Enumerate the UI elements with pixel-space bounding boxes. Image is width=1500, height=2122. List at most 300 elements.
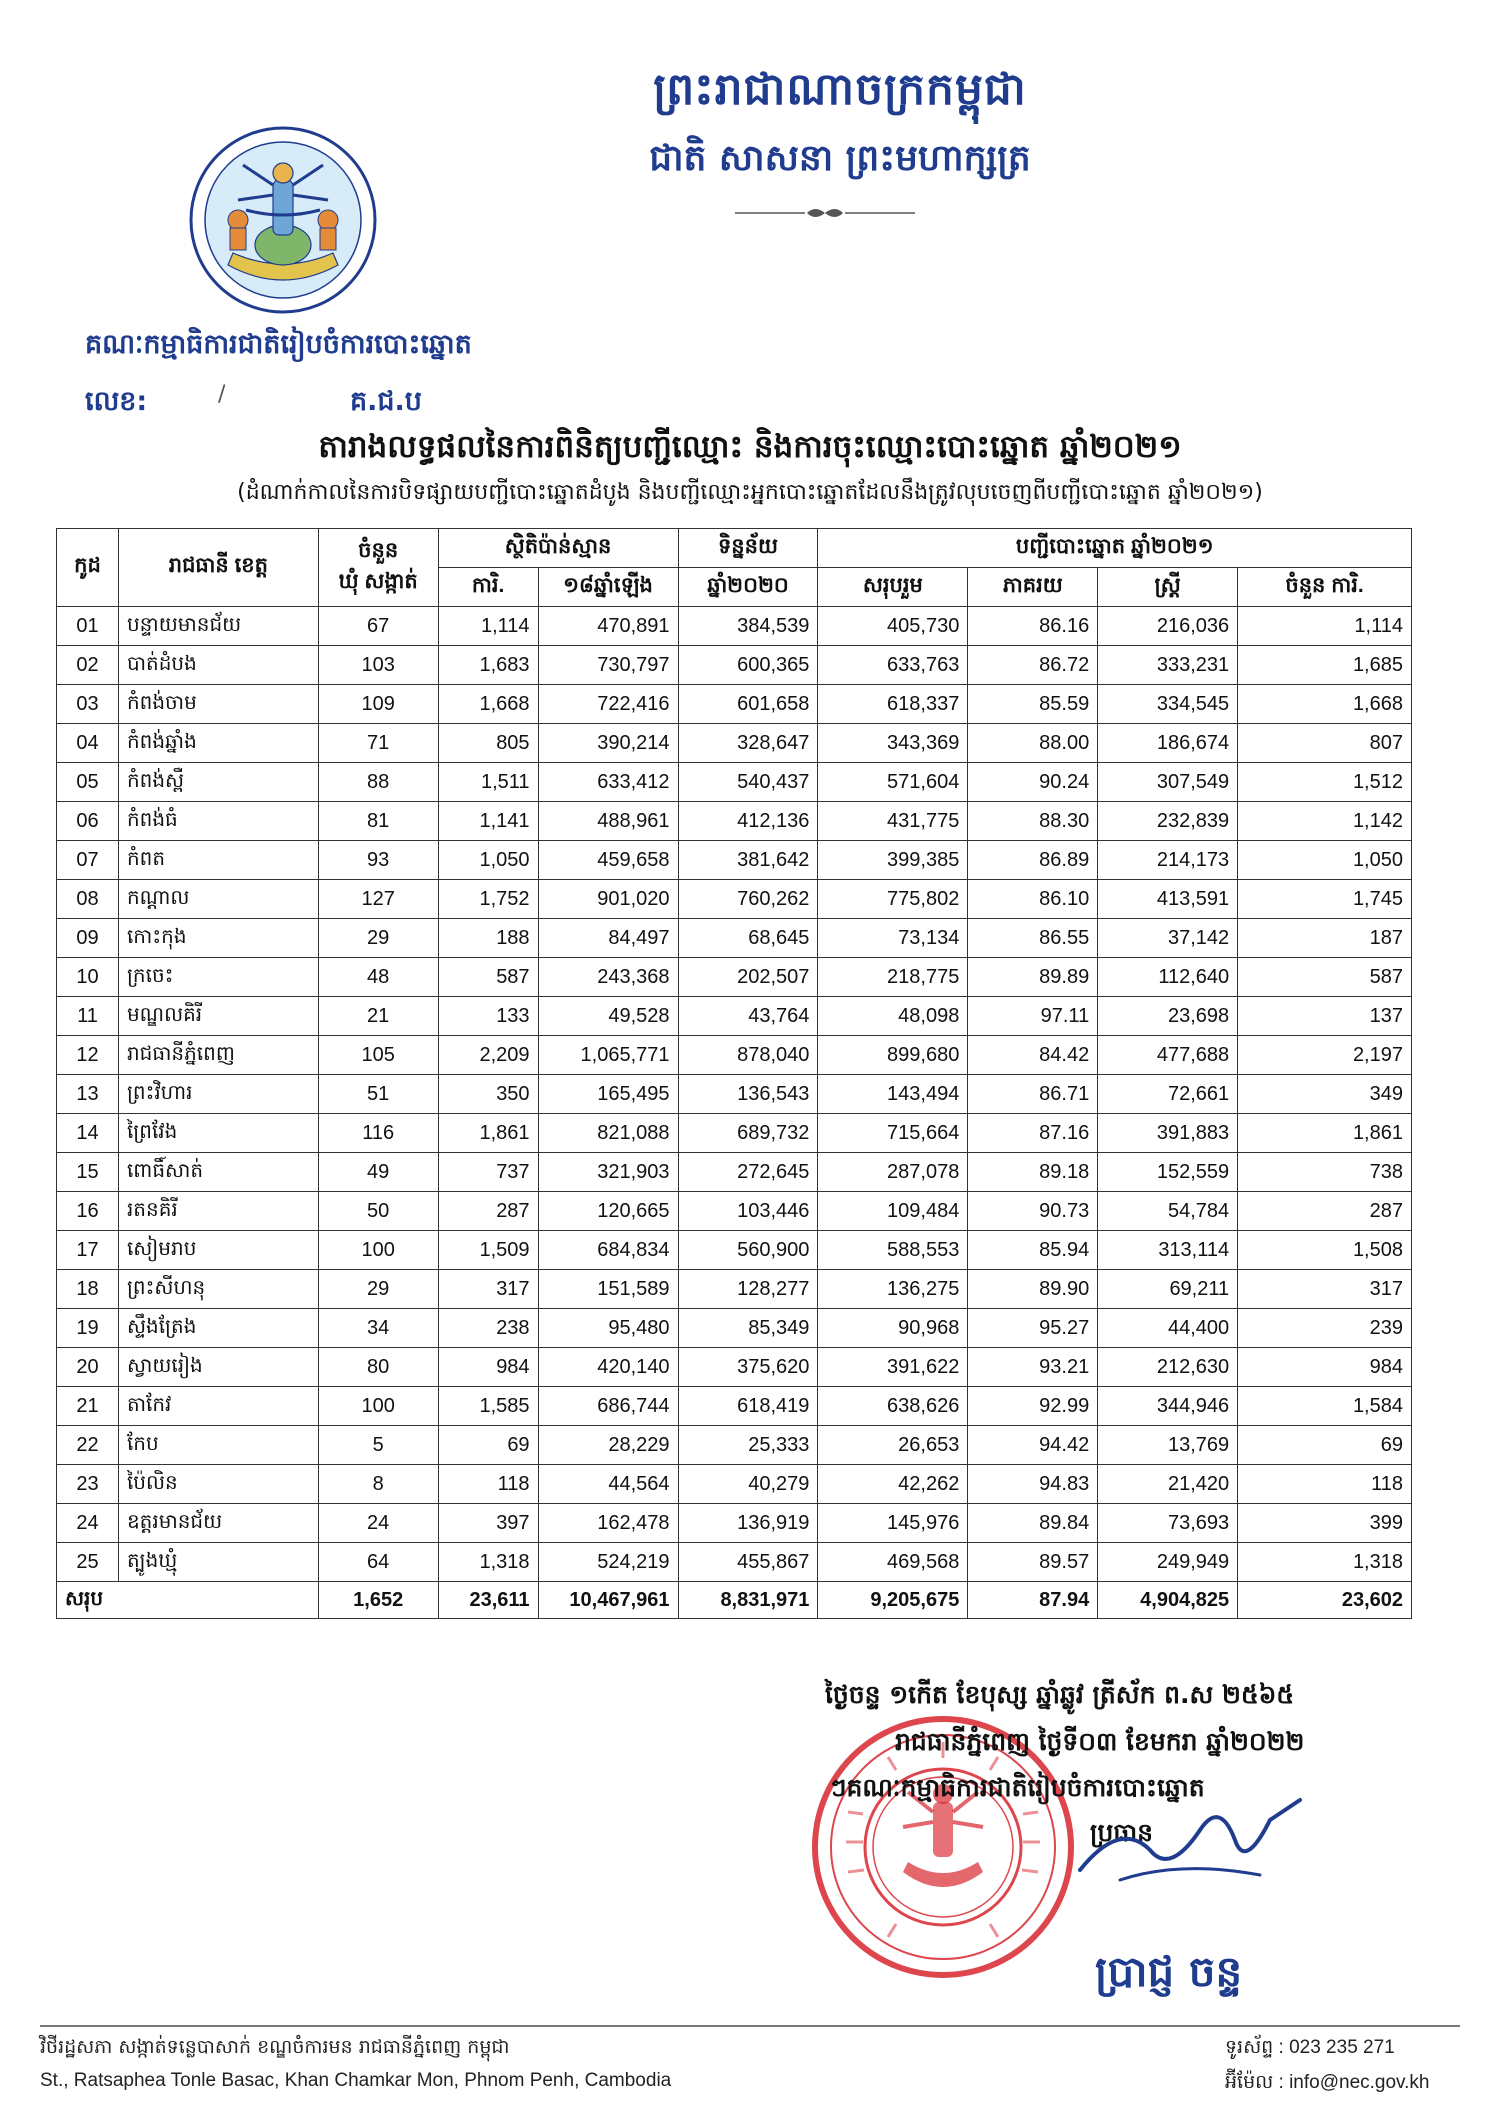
row-kavi-count: 738 bbox=[1238, 1153, 1412, 1192]
handwritten-signature bbox=[1060, 1780, 1330, 1900]
table-row bbox=[57, 1270, 1412, 1309]
row-female: 186,674 bbox=[1098, 724, 1238, 763]
row-estimate-kavi: 397 bbox=[438, 1504, 538, 1543]
footer-phone: ទូរស័ព្ទ : 023 235 271 bbox=[1225, 2037, 1395, 2058]
reference-slash: / bbox=[218, 382, 226, 407]
row-female: 212,630 bbox=[1098, 1348, 1238, 1387]
header-province: រាជធានី ខេត្ត bbox=[118, 529, 318, 607]
row-data-2020: 600,365 bbox=[678, 646, 818, 685]
table-row bbox=[57, 607, 1412, 646]
table-row bbox=[57, 685, 1412, 724]
row-kavi-count: 317 bbox=[1238, 1270, 1412, 1309]
row-code: 14 bbox=[57, 1114, 119, 1153]
row-province: ឧត្តរមានជ័យ bbox=[118, 1504, 318, 1543]
total-female: 4,904,825 bbox=[1098, 1582, 1238, 1619]
row-female: 152,559 bbox=[1098, 1153, 1238, 1192]
row-province: ព្រះវិហារ bbox=[118, 1075, 318, 1114]
row-percent: 89.90 bbox=[968, 1270, 1098, 1309]
header-kavi-count: ចំនួន ការិ. bbox=[1238, 568, 1412, 607]
row-estimate-kavi: 238 bbox=[438, 1309, 538, 1348]
row-kavi-count: 137 bbox=[1238, 997, 1412, 1036]
footer-address-english: St., Ratsaphea Tonle Basac, Khan Chamkar Mon, Phnom Penh, Cambodia bbox=[40, 2070, 672, 2091]
row-percent: 88.30 bbox=[968, 802, 1098, 841]
row-female: 23,698 bbox=[1098, 997, 1238, 1036]
row-kavi-count: 1,668 bbox=[1238, 685, 1412, 724]
row-voters-total: 145,976 bbox=[818, 1504, 968, 1543]
row-data-2020: 85,349 bbox=[678, 1309, 818, 1348]
row-province: កំពង់ធំ bbox=[118, 802, 318, 841]
row-kavi-count: 1,142 bbox=[1238, 802, 1412, 841]
footer-divider bbox=[40, 2025, 1460, 2027]
row-estimate-kavi: 1,050 bbox=[438, 841, 538, 880]
row-province: បាត់ដំបង bbox=[118, 646, 318, 685]
table-row bbox=[57, 1231, 1412, 1270]
row-voters-total: 571,604 bbox=[818, 763, 968, 802]
row-estimate-kavi: 1,114 bbox=[438, 607, 538, 646]
row-data-2020: 381,642 bbox=[678, 841, 818, 880]
lunar-date: ថ្ងៃចន្ទ ១កើត ខែបុស្ស ឆ្នាំឆ្លូវ ត្រីស័ក ព.ស ២៥៦៥ bbox=[825, 1680, 1295, 1709]
row-code: 12 bbox=[57, 1036, 119, 1075]
row-estimate-18plus: 722,416 bbox=[538, 685, 678, 724]
row-kavi-count: 2,197 bbox=[1238, 1036, 1412, 1075]
table-row bbox=[57, 1192, 1412, 1231]
row-female: 21,420 bbox=[1098, 1465, 1238, 1504]
row-percent: 89.89 bbox=[968, 958, 1098, 997]
row-code: 20 bbox=[57, 1348, 119, 1387]
total-kavi-count: 23,602 bbox=[1238, 1582, 1412, 1619]
row-estimate-18plus: 901,020 bbox=[538, 880, 678, 919]
row-kavi-count: 807 bbox=[1238, 724, 1412, 763]
row-percent: 85.94 bbox=[968, 1231, 1098, 1270]
row-percent: 97.11 bbox=[968, 997, 1098, 1036]
row-province: ស្វាយរៀង bbox=[118, 1348, 318, 1387]
row-female: 73,693 bbox=[1098, 1504, 1238, 1543]
row-estimate-kavi: 737 bbox=[438, 1153, 538, 1192]
row-voters-total: 391,622 bbox=[818, 1348, 968, 1387]
row-kavi-count: 1,318 bbox=[1238, 1543, 1412, 1582]
row-estimate-kavi: 1,861 bbox=[438, 1114, 538, 1153]
row-estimate-18plus: 390,214 bbox=[538, 724, 678, 763]
row-province: រាជធានីភ្នំពេញ bbox=[118, 1036, 318, 1075]
header-estimate-18plus: ១៨ឆ្នាំឡើង bbox=[538, 568, 678, 607]
row-estimate-kavi: 118 bbox=[438, 1465, 538, 1504]
row-female: 13,769 bbox=[1098, 1426, 1238, 1465]
row-percent: 89.84 bbox=[968, 1504, 1098, 1543]
row-province: កំពត bbox=[118, 841, 318, 880]
row-communes: 67 bbox=[318, 607, 438, 646]
table-row bbox=[57, 1036, 1412, 1075]
row-voters-total: 399,385 bbox=[818, 841, 968, 880]
signatory-name: ប្រាជ្ញ ចន្ទ bbox=[1095, 1947, 1243, 1996]
row-data-2020: 68,645 bbox=[678, 919, 818, 958]
row-percent: 93.21 bbox=[968, 1348, 1098, 1387]
row-kavi-count: 1,861 bbox=[1238, 1114, 1412, 1153]
total-label: សរុប bbox=[57, 1582, 319, 1619]
row-code: 04 bbox=[57, 724, 119, 763]
row-percent: 86.55 bbox=[968, 919, 1098, 958]
row-voters-total: 715,664 bbox=[818, 1114, 968, 1153]
solar-date: រាជធានីភ្នំពេញ ថ្ងៃទី០៣ ខែមករា ឆ្នាំ២០២២ bbox=[895, 1727, 1305, 1756]
signoff-role: ប្រធាន bbox=[1090, 1818, 1153, 1847]
organization-name: គណៈកម្មាធិការជាតិរៀបចំការបោះឆ្នោត bbox=[85, 329, 472, 360]
row-estimate-kavi: 317 bbox=[438, 1270, 538, 1309]
row-voters-total: 588,553 bbox=[818, 1231, 968, 1270]
row-percent: 84.42 bbox=[968, 1036, 1098, 1075]
row-percent: 86.10 bbox=[968, 880, 1098, 919]
row-communes: 116 bbox=[318, 1114, 438, 1153]
table-row bbox=[57, 919, 1412, 958]
row-communes: 109 bbox=[318, 685, 438, 724]
table-row bbox=[57, 1543, 1412, 1582]
row-data-2020: 202,507 bbox=[678, 958, 818, 997]
row-estimate-kavi: 1,511 bbox=[438, 763, 538, 802]
row-female: 413,591 bbox=[1098, 880, 1238, 919]
row-voters-total: 26,653 bbox=[818, 1426, 968, 1465]
table-row bbox=[57, 1114, 1412, 1153]
row-estimate-18plus: 28,229 bbox=[538, 1426, 678, 1465]
row-voters-total: 218,775 bbox=[818, 958, 968, 997]
row-female: 44,400 bbox=[1098, 1309, 1238, 1348]
header-data-2020-line1: ទិន្នន័យ bbox=[678, 529, 818, 568]
row-female: 72,661 bbox=[1098, 1075, 1238, 1114]
row-communes: 51 bbox=[318, 1075, 438, 1114]
row-code: 24 bbox=[57, 1504, 119, 1543]
row-voters-total: 136,275 bbox=[818, 1270, 968, 1309]
row-estimate-kavi: 587 bbox=[438, 958, 538, 997]
total-percent: 87.94 bbox=[968, 1582, 1098, 1619]
header-ornament bbox=[735, 205, 915, 221]
row-code: 01 bbox=[57, 607, 119, 646]
row-female: 344,946 bbox=[1098, 1387, 1238, 1426]
row-province: កោះកុង bbox=[118, 919, 318, 958]
row-estimate-kavi: 805 bbox=[438, 724, 538, 763]
row-kavi-count: 587 bbox=[1238, 958, 1412, 997]
kingdom-title: ព្រះរាជាណាចក្រកម្ពុជា bbox=[653, 64, 1027, 115]
row-percent: 90.73 bbox=[968, 1192, 1098, 1231]
voter-registration-table bbox=[56, 528, 1412, 1619]
row-province: កណ្តាល bbox=[118, 880, 318, 919]
signoff-organization: ៗគណៈកម្មាធិការជាតិរៀបចំការបោះឆ្នោត bbox=[830, 1773, 1205, 1802]
row-voters-total: 618,337 bbox=[818, 685, 968, 724]
row-percent: 87.16 bbox=[968, 1114, 1098, 1153]
row-female: 214,173 bbox=[1098, 841, 1238, 880]
row-percent: 86.89 bbox=[968, 841, 1098, 880]
row-estimate-18plus: 524,219 bbox=[538, 1543, 678, 1582]
national-motto: ជាតិ សាសនា ព្រះមហាក្សត្រ bbox=[649, 137, 1031, 179]
row-percent: 92.99 bbox=[968, 1387, 1098, 1426]
row-code: 02 bbox=[57, 646, 119, 685]
row-code: 23 bbox=[57, 1465, 119, 1504]
row-communes: 105 bbox=[318, 1036, 438, 1075]
header-communes bbox=[318, 529, 438, 607]
table-row bbox=[57, 1504, 1412, 1543]
row-estimate-18plus: 162,478 bbox=[538, 1504, 678, 1543]
row-female: 112,640 bbox=[1098, 958, 1238, 997]
table-row bbox=[57, 1153, 1412, 1192]
row-data-2020: 878,040 bbox=[678, 1036, 818, 1075]
row-estimate-18plus: 84,497 bbox=[538, 919, 678, 958]
row-communes: 29 bbox=[318, 919, 438, 958]
row-communes: 100 bbox=[318, 1231, 438, 1270]
footer-email: អ៊ីម៉ែល : info@nec.gov.kh bbox=[1225, 2072, 1430, 2093]
row-kavi-count: 239 bbox=[1238, 1309, 1412, 1348]
row-voters-total: 90,968 bbox=[818, 1309, 968, 1348]
row-code: 17 bbox=[57, 1231, 119, 1270]
row-voters-total: 143,494 bbox=[818, 1075, 968, 1114]
row-code: 08 bbox=[57, 880, 119, 919]
row-estimate-kavi: 69 bbox=[438, 1426, 538, 1465]
row-percent: 94.83 bbox=[968, 1465, 1098, 1504]
row-data-2020: 601,658 bbox=[678, 685, 818, 724]
row-kavi-count: 1,584 bbox=[1238, 1387, 1412, 1426]
row-communes: 64 bbox=[318, 1543, 438, 1582]
row-estimate-kavi: 188 bbox=[438, 919, 538, 958]
row-estimate-18plus: 321,903 bbox=[538, 1153, 678, 1192]
table-row bbox=[57, 1465, 1412, 1504]
row-voters-total: 633,763 bbox=[818, 646, 968, 685]
row-voters-total: 899,680 bbox=[818, 1036, 968, 1075]
table-row bbox=[57, 763, 1412, 802]
row-percent: 86.71 bbox=[968, 1075, 1098, 1114]
row-data-2020: 328,647 bbox=[678, 724, 818, 763]
row-data-2020: 384,539 bbox=[678, 607, 818, 646]
row-province: ព្រះសីហនុ bbox=[118, 1270, 318, 1309]
row-code: 22 bbox=[57, 1426, 119, 1465]
row-female: 232,839 bbox=[1098, 802, 1238, 841]
row-female: 54,784 bbox=[1098, 1192, 1238, 1231]
row-estimate-18plus: 1,065,771 bbox=[538, 1036, 678, 1075]
row-estimate-18plus: 730,797 bbox=[538, 646, 678, 685]
row-kavi-count: 349 bbox=[1238, 1075, 1412, 1114]
header-percent: ភាគរយ bbox=[968, 568, 1098, 607]
row-estimate-18plus: 120,665 bbox=[538, 1192, 678, 1231]
row-female: 334,545 bbox=[1098, 685, 1238, 724]
row-kavi-count: 1,512 bbox=[1238, 763, 1412, 802]
row-kavi-count: 1,050 bbox=[1238, 841, 1412, 880]
row-province: ព្រៃវែង bbox=[118, 1114, 318, 1153]
row-female: 313,114 bbox=[1098, 1231, 1238, 1270]
header-estimate-kavi: ការិ. bbox=[438, 568, 538, 607]
table-row bbox=[57, 1426, 1412, 1465]
row-data-2020: 136,543 bbox=[678, 1075, 818, 1114]
row-data-2020: 103,446 bbox=[678, 1192, 818, 1231]
total-voters: 9,205,675 bbox=[818, 1582, 968, 1619]
header-voterlist-group: បញ្ជីបោះឆ្នោត ឆ្នាំ២០២១ bbox=[818, 529, 1412, 568]
row-voters-total: 287,078 bbox=[818, 1153, 968, 1192]
row-data-2020: 40,279 bbox=[678, 1465, 818, 1504]
row-communes: 48 bbox=[318, 958, 438, 997]
row-estimate-kavi: 1,509 bbox=[438, 1231, 538, 1270]
row-percent: 86.16 bbox=[968, 607, 1098, 646]
row-communes: 80 bbox=[318, 1348, 438, 1387]
row-female: 216,036 bbox=[1098, 607, 1238, 646]
row-estimate-18plus: 95,480 bbox=[538, 1309, 678, 1348]
row-kavi-count: 1,685 bbox=[1238, 646, 1412, 685]
row-voters-total: 343,369 bbox=[818, 724, 968, 763]
row-data-2020: 560,900 bbox=[678, 1231, 818, 1270]
header-estimate-group: ស្ថិតិប៉ាន់ស្មាន bbox=[438, 529, 678, 568]
row-province: កំពង់ស្ពឺ bbox=[118, 763, 318, 802]
row-estimate-kavi: 350 bbox=[438, 1075, 538, 1114]
row-province: កំពង់ឆ្នាំង bbox=[118, 724, 318, 763]
row-voters-total: 109,484 bbox=[818, 1192, 968, 1231]
row-percent: 89.18 bbox=[968, 1153, 1098, 1192]
row-province: សៀមរាប bbox=[118, 1231, 318, 1270]
table-row bbox=[57, 802, 1412, 841]
row-code: 16 bbox=[57, 1192, 119, 1231]
row-voters-total: 73,134 bbox=[818, 919, 968, 958]
reference-label: លេខ: bbox=[85, 386, 148, 417]
table-row bbox=[57, 724, 1412, 763]
row-estimate-kavi: 1,585 bbox=[438, 1387, 538, 1426]
row-province: ត្បូងឃ្មុំ bbox=[118, 1543, 318, 1582]
row-communes: 103 bbox=[318, 646, 438, 685]
row-kavi-count: 287 bbox=[1238, 1192, 1412, 1231]
row-data-2020: 412,136 bbox=[678, 802, 818, 841]
row-percent: 86.72 bbox=[968, 646, 1098, 685]
table-row bbox=[57, 997, 1412, 1036]
total-communes: 1,652 bbox=[318, 1582, 438, 1619]
table-row bbox=[57, 880, 1412, 919]
row-percent: 89.57 bbox=[968, 1543, 1098, 1582]
row-female: 307,549 bbox=[1098, 763, 1238, 802]
row-estimate-18plus: 151,589 bbox=[538, 1270, 678, 1309]
row-communes: 93 bbox=[318, 841, 438, 880]
row-data-2020: 272,645 bbox=[678, 1153, 818, 1192]
nec-emblem-logo bbox=[188, 125, 378, 315]
row-voters-total: 431,775 bbox=[818, 802, 968, 841]
row-province: ស្ទឹងត្រែង bbox=[118, 1309, 318, 1348]
row-female: 391,883 bbox=[1098, 1114, 1238, 1153]
row-female: 333,231 bbox=[1098, 646, 1238, 685]
row-province: តាកែវ bbox=[118, 1387, 318, 1426]
row-code: 18 bbox=[57, 1270, 119, 1309]
row-percent: 94.42 bbox=[968, 1426, 1098, 1465]
table-row bbox=[57, 841, 1412, 880]
row-data-2020: 618,419 bbox=[678, 1387, 818, 1426]
row-code: 03 bbox=[57, 685, 119, 724]
row-code: 06 bbox=[57, 802, 119, 841]
row-data-2020: 540,437 bbox=[678, 763, 818, 802]
row-data-2020: 43,764 bbox=[678, 997, 818, 1036]
row-estimate-18plus: 686,744 bbox=[538, 1387, 678, 1426]
row-province: ក្រចេះ bbox=[118, 958, 318, 997]
row-voters-total: 48,098 bbox=[818, 997, 968, 1036]
row-province: កំពង់ចាម bbox=[118, 685, 318, 724]
row-percent: 90.24 bbox=[968, 763, 1098, 802]
row-communes: 34 bbox=[318, 1309, 438, 1348]
table-row bbox=[57, 1075, 1412, 1114]
row-estimate-kavi: 1,318 bbox=[438, 1543, 538, 1582]
row-estimate-18plus: 488,961 bbox=[538, 802, 678, 841]
total-row bbox=[57, 1582, 1412, 1619]
row-estimate-18plus: 633,412 bbox=[538, 763, 678, 802]
row-code: 15 bbox=[57, 1153, 119, 1192]
row-estimate-kavi: 1,683 bbox=[438, 646, 538, 685]
row-code: 13 bbox=[57, 1075, 119, 1114]
row-code: 10 bbox=[57, 958, 119, 997]
row-estimate-kavi: 1,668 bbox=[438, 685, 538, 724]
row-data-2020: 128,277 bbox=[678, 1270, 818, 1309]
row-communes: 127 bbox=[318, 880, 438, 919]
row-kavi-count: 984 bbox=[1238, 1348, 1412, 1387]
row-female: 69,211 bbox=[1098, 1270, 1238, 1309]
row-female: 477,688 bbox=[1098, 1036, 1238, 1075]
row-communes: 21 bbox=[318, 997, 438, 1036]
total-estimate-kavi: 23,611 bbox=[438, 1582, 538, 1619]
header-communes-line2: ឃុំ សង្កាត់ bbox=[338, 569, 418, 593]
row-voters-total: 42,262 bbox=[818, 1465, 968, 1504]
row-kavi-count: 1,114 bbox=[1238, 607, 1412, 646]
row-estimate-kavi: 984 bbox=[438, 1348, 538, 1387]
row-communes: 88 bbox=[318, 763, 438, 802]
header-communes-line1: ចំនួន bbox=[358, 538, 399, 562]
row-code: 07 bbox=[57, 841, 119, 880]
row-kavi-count: 187 bbox=[1238, 919, 1412, 958]
row-communes: 29 bbox=[318, 1270, 438, 1309]
row-estimate-18plus: 44,564 bbox=[538, 1465, 678, 1504]
row-code: 09 bbox=[57, 919, 119, 958]
row-kavi-count: 399 bbox=[1238, 1504, 1412, 1543]
row-kavi-count: 69 bbox=[1238, 1426, 1412, 1465]
table-row bbox=[57, 1387, 1412, 1426]
row-estimate-18plus: 684,834 bbox=[538, 1231, 678, 1270]
row-province: បន្ទាយមានជ័យ bbox=[118, 607, 318, 646]
row-female: 249,949 bbox=[1098, 1543, 1238, 1582]
header-data-2020-line2: ឆ្នាំ២០២០ bbox=[678, 568, 818, 607]
row-estimate-kavi: 1,752 bbox=[438, 880, 538, 919]
row-communes: 49 bbox=[318, 1153, 438, 1192]
row-voters-total: 405,730 bbox=[818, 607, 968, 646]
row-estimate-kavi: 2,209 bbox=[438, 1036, 538, 1075]
row-code: 21 bbox=[57, 1387, 119, 1426]
row-code: 05 bbox=[57, 763, 119, 802]
row-estimate-18plus: 420,140 bbox=[538, 1348, 678, 1387]
header-female: ស្ត្រី bbox=[1098, 568, 1238, 607]
row-voters-total: 638,626 bbox=[818, 1387, 968, 1426]
table-row bbox=[57, 1309, 1412, 1348]
row-province: កែប bbox=[118, 1426, 318, 1465]
total-data-2020: 8,831,971 bbox=[678, 1582, 818, 1619]
row-estimate-kavi: 133 bbox=[438, 997, 538, 1036]
total-estimate-18plus: 10,467,961 bbox=[538, 1582, 678, 1619]
row-communes: 24 bbox=[318, 1504, 438, 1543]
table-row bbox=[57, 958, 1412, 997]
document-title: តារាងលទ្ធផលនៃការពិនិត្យបញ្ជីឈ្មោះ និងការចុះឈ្មោះបោះឆ្នោត ឆ្នាំ២០២១ bbox=[318, 429, 1182, 465]
row-percent: 95.27 bbox=[968, 1309, 1098, 1348]
row-communes: 81 bbox=[318, 802, 438, 841]
row-code: 11 bbox=[57, 997, 119, 1036]
row-kavi-count: 118 bbox=[1238, 1465, 1412, 1504]
row-communes: 100 bbox=[318, 1387, 438, 1426]
row-percent: 88.00 bbox=[968, 724, 1098, 763]
row-province: ពោធិ៍សាត់ bbox=[118, 1153, 318, 1192]
row-communes: 8 bbox=[318, 1465, 438, 1504]
header-code: កូដ bbox=[57, 529, 119, 607]
row-province: រតនគិរី bbox=[118, 1192, 318, 1231]
header-total: សរុបរួម bbox=[818, 568, 968, 607]
row-data-2020: 760,262 bbox=[678, 880, 818, 919]
row-estimate-18plus: 470,891 bbox=[538, 607, 678, 646]
row-data-2020: 136,919 bbox=[678, 1504, 818, 1543]
row-data-2020: 375,620 bbox=[678, 1348, 818, 1387]
row-data-2020: 25,333 bbox=[678, 1426, 818, 1465]
reference-code: គ.ជ.ប bbox=[350, 386, 422, 417]
row-data-2020: 689,732 bbox=[678, 1114, 818, 1153]
row-estimate-18plus: 49,528 bbox=[538, 997, 678, 1036]
row-percent: 85.59 bbox=[968, 685, 1098, 724]
document-subtitle: (ដំណាក់កាលនៃការបិទផ្សាយបញ្ជីបោះឆ្នោតដំបូង និងបញ្ជីឈ្មោះអ្នកបោះឆ្នោតដែលនឹងត្រូវលុបចេញពីបញ្ជីបោះឆ្នោត ឆ្នាំ២០២១) bbox=[237, 480, 1263, 505]
